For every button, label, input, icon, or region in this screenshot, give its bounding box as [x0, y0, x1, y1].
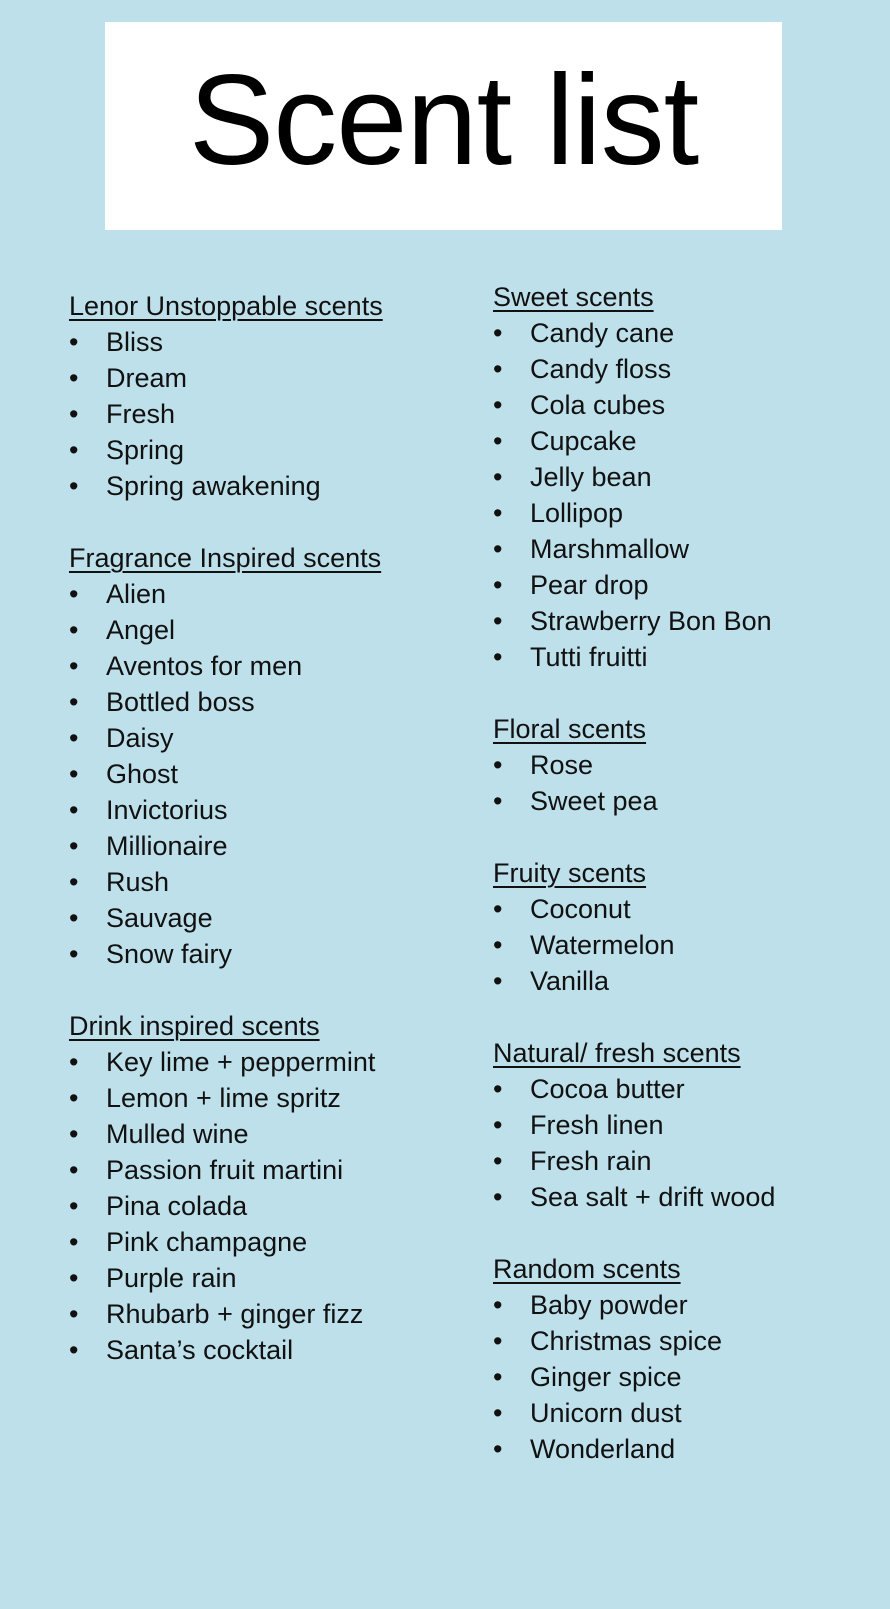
scent-item: • Dream: [69, 360, 469, 396]
scent-list: [493, 1071, 890, 1215]
scent-item: • Pink champagne: [69, 1224, 469, 1260]
scent-item: • Key lime + peppermint: [69, 1044, 469, 1080]
scent-item: • Marshmallow: [493, 531, 890, 567]
scent-item: • Aventos for men: [69, 648, 469, 684]
scent-item: • Fresh rain: [493, 1143, 890, 1179]
scent-item: • Sauvage: [69, 900, 469, 936]
scent-item: • Cola cubes: [493, 387, 890, 423]
scent-section-fragrance-inspired-scents: [69, 540, 469, 972]
scent-section-drink-inspired-scents: [69, 1008, 469, 1368]
scent-item: • Baby powder: [493, 1287, 890, 1323]
scent-item: • Cupcake: [493, 423, 890, 459]
scent-item: • Invictorius: [69, 792, 469, 828]
scent-item: • Christmas spice: [493, 1323, 890, 1359]
section-heading: Random scents: [493, 1254, 681, 1284]
scent-item: • Lollipop: [493, 495, 890, 531]
scent-section-sweet-scents: [493, 279, 890, 675]
scent-section-random-scents: [493, 1251, 890, 1467]
scent-item: • Ghost: [69, 756, 469, 792]
scent-item: • Unicorn dust: [493, 1395, 890, 1431]
scent-item: • Alien: [69, 576, 469, 612]
scent-item: • Candy floss: [493, 351, 890, 387]
scent-section-lenor-unstoppable-scents: [69, 288, 469, 504]
scent-item: • Tutti fruitti: [493, 639, 890, 675]
scent-list: [493, 1287, 890, 1467]
scent-item: • Jelly bean: [493, 459, 890, 495]
scent-item: • Fresh: [69, 396, 469, 432]
scent-item: • Pina colada: [69, 1188, 469, 1224]
scent-list: [493, 747, 890, 819]
scent-item: • Bliss: [69, 324, 469, 360]
scent-item: • Spring awakening: [69, 468, 469, 504]
section-heading: Fragrance Inspired scents: [69, 543, 382, 573]
scent-item: • Passion fruit martini: [69, 1152, 469, 1188]
scent-section-natural-fresh-scents: [493, 1035, 890, 1215]
scent-list: [69, 576, 469, 972]
section-heading: Natural/ fresh scents: [493, 1038, 741, 1068]
right-column: [493, 279, 890, 1503]
scent-item: • Pear drop: [493, 567, 890, 603]
scent-item: • Sweet pea: [493, 783, 890, 819]
section-heading: Drink inspired scents: [69, 1011, 320, 1041]
section-heading: Floral scents: [493, 714, 647, 744]
scent-item: • Ginger spice: [493, 1359, 890, 1395]
scent-list: [69, 324, 469, 504]
scent-item: • Santa’s cocktail: [69, 1332, 469, 1368]
scent-item: • Fresh linen: [493, 1107, 890, 1143]
scent-list: [493, 315, 890, 675]
scent-item: • Rose: [493, 747, 890, 783]
scent-item: • Coconut: [493, 891, 890, 927]
scent-item: • Spring: [69, 432, 469, 468]
section-heading: Lenor Unstoppable scents: [69, 291, 383, 321]
scent-list: [493, 891, 890, 999]
page-title: Scent list: [188, 49, 699, 192]
scent-item: • Vanilla: [493, 963, 890, 999]
scent-item: • Strawberry Bon Bon: [493, 603, 890, 639]
scent-item: • Rhubarb + ginger fizz: [69, 1296, 469, 1332]
scent-item: • Rush: [69, 864, 469, 900]
scent-item: • Cocoa butter: [493, 1071, 890, 1107]
scent-item: • Wonderland: [493, 1431, 890, 1467]
scent-item: • Sea salt + drift wood: [493, 1179, 890, 1215]
scent-item: • Watermelon: [493, 927, 890, 963]
scent-section-fruity-scents: [493, 855, 890, 999]
scent-item: • Mulled wine: [69, 1116, 469, 1152]
scent-item: • Purple rain: [69, 1260, 469, 1296]
scent-section-floral-scents: [493, 711, 890, 819]
scent-item: • Candy cane: [493, 315, 890, 351]
title-box: [105, 22, 782, 230]
scent-item: • Snow fairy: [69, 936, 469, 972]
scent-item: • Angel: [69, 612, 469, 648]
scent-item: • Millionaire: [69, 828, 469, 864]
section-heading: Sweet scents: [493, 282, 654, 312]
left-column: [69, 288, 469, 1404]
section-heading: Fruity scents: [493, 858, 647, 888]
scent-item: • Lemon + lime spritz: [69, 1080, 469, 1116]
scent-list: [69, 1044, 469, 1368]
scent-item: • Bottled boss: [69, 684, 469, 720]
scent-item: • Daisy: [69, 720, 469, 756]
